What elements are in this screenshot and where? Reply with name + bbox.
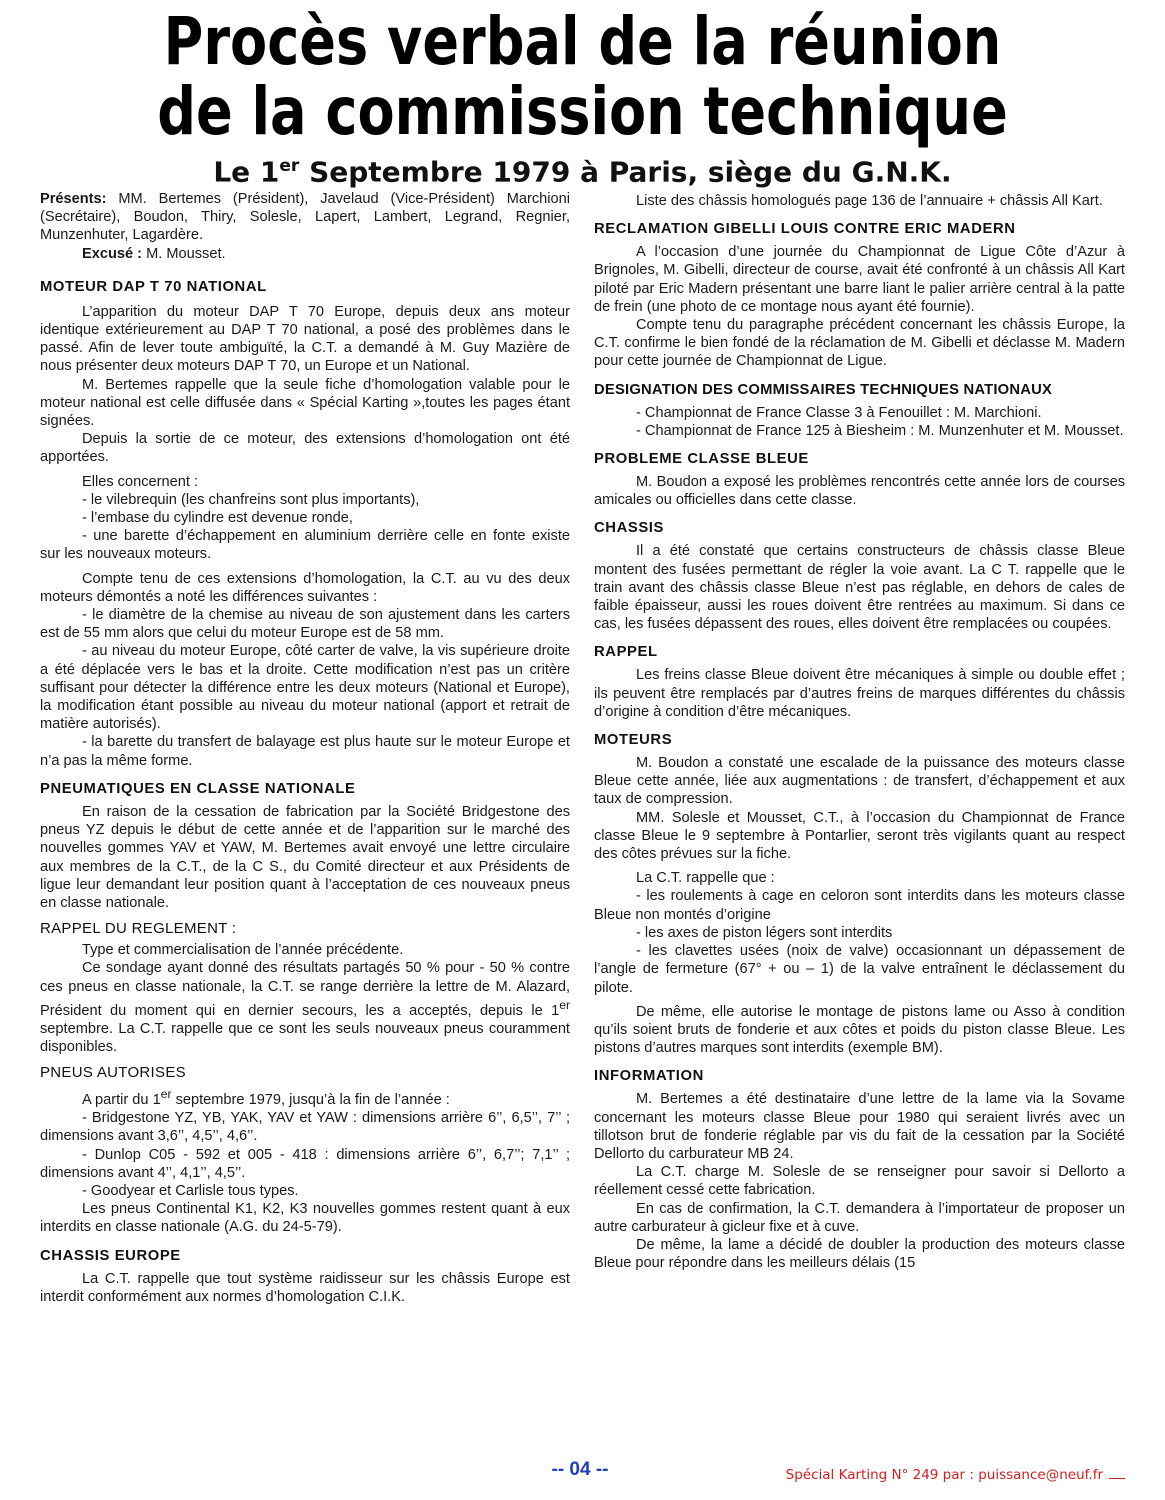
paragraph: M. Bertemes rappelle que la seule fiche d’homologation valable pour le moteur national est celle diffusée dans « Spécial Karting »,toutes les pages étant signées. <box>40 376 570 430</box>
paragraph: M. Bertemes a été destinataire d’une lettre de la lame via la Sovame concernant les moteurs classe Bleue pour 1980 qui seraient livrés avec un tillotson brut de fonderie réglable par vis du fait de la cessation par la Société Dellorto du carburateur MB 24. <box>594 1091 1125 1162</box>
list-item: - les axes de piston légers sont interdits <box>636 924 893 941</box>
paragraph: Compte tenu du paragraphe précédent concernant les châssis Europe, la C.T. confirme le bien fondé de la réclamation de M. Gibelli et déclasse M. Madern pour cette journée de Championnat de Ligue. <box>594 317 1125 370</box>
list-item: - le vilebrequin (les chanfreins sont plus importants), <box>82 491 420 508</box>
paragraph: Les pneus Continental K1, K2, K3 nouvelles gommes restent quant à eux interdits en classe nationale (A.G. du 24-5-79). <box>40 1201 570 1236</box>
list-item: - l’embase du cylindre est devenue ronde, <box>82 510 353 527</box>
heading-rappel-reglement: RAPPEL DU REGLEMENT : <box>40 920 237 938</box>
list-item: - une barette d’échappement en aluminium derrière celle en fonte existe sur les nouveaux moteurs. <box>40 528 570 563</box>
heading-designation: DESIGNATION DES COMMISSAIRES TECHNIQUES NATIONAUX <box>594 381 1053 398</box>
heading-moteur-dap: MOTEUR DAP T 70 NATIONAL <box>40 278 267 295</box>
paragraph: A l’occasion d’une journée du Championnat de Ligue Côte d’Azur à Brignoles, M. Gibelli, directeur de course, avait été confronté à un châssis All Kart piloté par Eric Madern présentant une barre liant le palier arrière central à la patte de frein (une photo de ce montage nous ayant été fournie). <box>594 244 1125 315</box>
paragraph: M. Boudon a exposé les problèmes rencontrés cette année lors de courses amicales ou officielles dans cette classe. <box>594 474 1125 509</box>
paragraph: De même, elle autorise le montage de pistons lame ou Asso à condition qu’ils soient bruts de fonderie et aux côtes et poids du piston classe Bleue. Les pistons d’autres marques sont interdits (exemple BM). <box>594 1003 1125 1057</box>
heading-chassis: CHASSIS <box>594 520 664 537</box>
paragraph: M. Boudon a constaté une escalade de la puissance des moteurs classe Bleue cette année, liée aux augmentations : de transfert, d’échappement et aux taux de compression. <box>594 755 1125 808</box>
paragraph: De même, la lame a décidé de doubler la production des moteurs classe Bleue pour répondre dans les meilleurs délais (15 <box>594 1236 1125 1272</box>
footer-underline <box>1109 1478 1125 1479</box>
list-item: - les clavettes usées (noix de valve) occasionnant un dépassement de l’angle de fermeture (67° + ou – 1) de la valve entraînent le déclassement du pilote. <box>594 943 1125 996</box>
title-line-2: de la commission technique <box>157 73 1008 150</box>
paragraph: Les freins classe Bleue doivent être mécaniques à simple ou double effet ; ils peuvent être remplacés par d’autres freins de marques différentes du châssis d’origine à condition d’être mécaniques. <box>594 667 1125 720</box>
paragraph: La C.T. rappelle que tout système raidisseur sur les châssis Europe est interdit conformément aux normes d’homologation C.I.K. <box>40 1270 570 1305</box>
subtitle: Le 1er Septembre 1979 à Paris, siège du G.N.K. <box>213 155 952 189</box>
paragraph: En cas de confirmation, la C.T. demandera à l’importateur de proposer un autre carburateur à gicleur fixe et à cuve. <box>594 1200 1125 1235</box>
heading-probleme: PROBLEME CLASSE BLEUE <box>594 451 809 468</box>
left-column <box>40 190 570 1306</box>
paragraph: Compte tenu de ces extensions d’homologation, la C.T. au vu des deux moteurs démontés a noté les différences suivantes : <box>40 570 570 605</box>
footer-credit: Spécial Karting N° 249 par : puissance@neuf.fr <box>786 1466 1125 1484</box>
heading-pneumatiques: PNEUMATIQUES EN CLASSE NATIONALE <box>40 780 356 797</box>
list-item: - Championnat de France 125 à Biesheim : M. Munzenhuter et M. Mousset. <box>636 422 1124 439</box>
excuse-paragraph: Excusé : M. Mousset. <box>82 245 226 262</box>
paragraph: Liste des châssis homologués page 136 de l’annuaire + châssis All Kart. <box>636 193 1103 209</box>
heading-information: INFORMATION <box>594 1068 704 1085</box>
list-item: - le diamètre de la chemise au niveau de son ajustement dans les carters est de 55 mm alors que celui du moteur Europe est de 58 mm. <box>40 607 570 642</box>
right-column <box>594 192 1125 1272</box>
list-item: - Goodyear et Carlisle tous types. <box>82 1183 299 1200</box>
heading-chassis-europe: CHASSIS EUROPE <box>40 1247 181 1264</box>
heading-moteurs: MOTEURS <box>594 732 673 749</box>
page-number: -- 04 -- <box>551 1459 609 1480</box>
paragraph: La C.T. charge M. Solesle de se renseigner pour savoir si Dellorto a réellement cessé cette fabrication. <box>594 1164 1125 1199</box>
list-item: - les roulements à cage en celoron sont interdits dans les moteurs classe Bleue non montés d’origine <box>594 888 1125 923</box>
heading-pneus-autorises: PNEUS AUTORISES <box>40 1064 186 1082</box>
paragraph: Il a été constaté que certains constructeurs de châssis classe Bleue montent des fusées permettant de régler la voie avant. La C T. rappelle que le train avant des châssis classe Bleue n’est pas réglable, en dehors de cales de faible épaisseur, aussi les roues doivent être rentrées au maximum. Si dans ce cas, les fusées dépassent des roues, elles doivent être remplacées ou coupées. <box>594 543 1125 633</box>
paragraph: En raison de la cessation de fabrication par la Société Bridgestone des pneus YZ depuis le début de cette année et de l’apparition sur le marché des nouvelles gommes YAV et YAW, M. Bertemes avait envoyé une lettre circulaire aux membres de la C.T., de la C S., du Comité directeur et aux Présidents de ligue leur demandant leur position quant à l’acceptation de ces nouveaux pneus en classe nationale. <box>40 803 570 911</box>
list-item: - Bridgestone YZ, YB, YAK, YAV et YAW : dimensions arrière 6’’, 6,5’’, 7’’ ; dimensions avant 3,6’’, 4,5’’, 4,6’’. <box>40 1110 570 1145</box>
list-item: - Championnat de France Classe 3 à Fenouillet : M. Marchioni. <box>636 404 1042 421</box>
presents-paragraph: Présents: MM. Bertemes (Président), Javelaud (Vice-Président) Marchioni (Secrétaire), Boudon, Thiry, Solesle, Lapert, Lambert, Legrand, Regnier, Munzenhuter, Lagardère. <box>40 191 570 244</box>
list-item: - au niveau du moteur Europe, côté carter de valve, la vis supérieure droite a été déplacée vers le bas et la droite. Cette modification n’est pas un critère suffisant pour détecter la différence entre les deux moteurs (National et Europe), la modification étant possible au niveau du moteur national (apport et retrait de matière autorisés). <box>40 643 570 733</box>
list-item: - la barette du transfert de balayage est plus haute sur le moteur Europe et n’a pas la même forme. <box>40 734 570 769</box>
paragraph: Type et commercialisation de l’année précédente. <box>82 942 404 959</box>
title-line-1: Procès verbal de la réunion <box>163 3 1002 80</box>
paragraph: La C.T. rappelle que : <box>636 870 775 887</box>
paragraph: Elles concernent : <box>82 473 199 490</box>
paragraph: Depuis la sortie de ce moteur, des extensions d’homologation ont été apportées. <box>40 431 570 466</box>
heading-reclamation: RECLAMATION GIBELLI LOUIS CONTRE ERIC MADERN <box>594 221 1016 238</box>
presents-label: Présents: <box>40 191 107 207</box>
heading-rappel: RAPPEL <box>594 644 658 661</box>
paragraph: A partir du 1er septembre 1979, jusqu’à la fin de l’année : <box>82 1087 450 1109</box>
paragraph: Ce sondage ayant donné des résultats partagés 50 % pour - 50 % contre ces pneus en classe nationale, la C.T. se range derrière la lettre de M. Alazard, Président du moment qui en dernier secours, les a acceptés, depuis le 1er septembre. La C.T. rappelle que ce sont les seuls nouveaux pneus couramment disponibles. <box>40 960 570 1055</box>
list-item: - Dunlop C05 - 592 et 005 - 418 : dimensions arrière 6’’, 6,7’’; 7,1’’ ; dimensions avant 4’’, 4,1’’, 4,5’’. <box>40 1146 570 1181</box>
paragraph: L’apparition du moteur DAP T 70 Europe, depuis deux ans moteur identique extérieurement au DAP T 70 national, a posé des problèmes dans le passé. Afin de lever toute ambiguïté, la C.T. a demandé à M. Guy Mazière de nous présenter deux moteurs DAP T 70, un Europe et un National. <box>40 303 570 375</box>
paragraph: MM. Solesle et Mousset, C.T., à l’occasion du Championnat de France classe Bleue le 9 septembre à Pontarlier, seront très vigilants quant au respect des côtes prévues sur la fiche. <box>594 809 1125 863</box>
